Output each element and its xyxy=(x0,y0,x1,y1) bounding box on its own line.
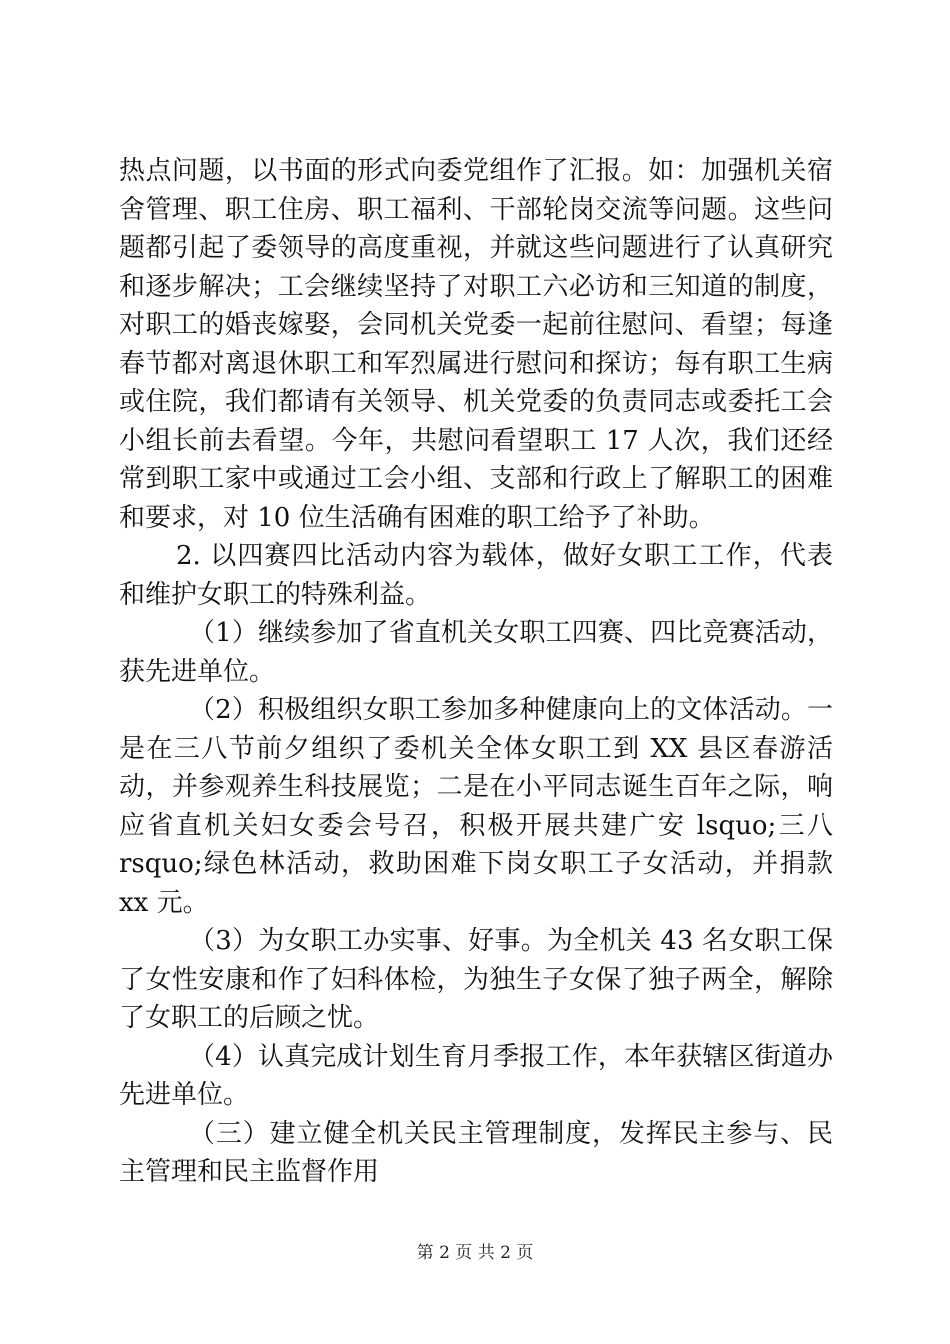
paragraph-item-4: （4）认真完成计划生育月季报工作，本年获辖区街道办先进单位。 xyxy=(119,1041,833,1110)
document-body xyxy=(119,152,833,1192)
paragraph-item-3: （3）为女职工办实事、好事。为全机关 43 名女职工保了女性安康和作了妇科体检，为独生子女保了独子两全，解除了女职工的后顾之忧。 xyxy=(119,926,833,1033)
paragraph-section-2: 2. 以四赛四比活动内容为载体，做好女职工工作，代表和维护女职工的特殊利益。 xyxy=(119,541,833,610)
paragraph-continuation: 热点问题，以书面的形式向委党组作了汇报。如：加强机关宿舍管理、职工住房、职工福利、干部轮岗交流等问题。这些问题都引起了委领导的高度重视，并就这些问题进行了认真研究和逐步解决；工会继续坚持了对职工六必访和三知道的制度，对职工的婚丧嫁娶，会同机关党委一起前往慰问、看望；每逢春节都对离退休职工和军烈属进行慰问和探访；每有职工生病或住院，我们都请有关领导、机关党委的负责同志或委托工会小组长前去看望。今年，共慰问看望职工 17 人次，我们还经常到职工家中或通过工会小组、支部和行政上了解职工的困难和要求，对 10 位生活确有困难的职工给予了补助。 xyxy=(119,156,833,533)
paragraph-item-2: （2）积极组织女职工参加多种健康向上的文体活动。一是在三八节前夕组织了委机关全体女职工到 XX 县区春游活动，并参观养生科技展览；二是在小平同志诞生百年之际，响应省直机关妇女委会号召，积极开展共建广安 lsquo;三八 rsquo;绿色林活动，救助困难下岗女职工子女活动，并捐款 xx 元。 xyxy=(119,695,833,918)
page-number-footer: 第 2 页 共 2 页 xyxy=(416,1243,534,1263)
paragraph-heading-3: （三）建立健全机关民主管理制度，发挥民主参与、民主管理和民主监督作用 xyxy=(119,1118,833,1187)
paragraph-item-1: （1）继续参加了省直机关女职工四赛、四比竞赛活动，获先进单位。 xyxy=(119,618,833,687)
